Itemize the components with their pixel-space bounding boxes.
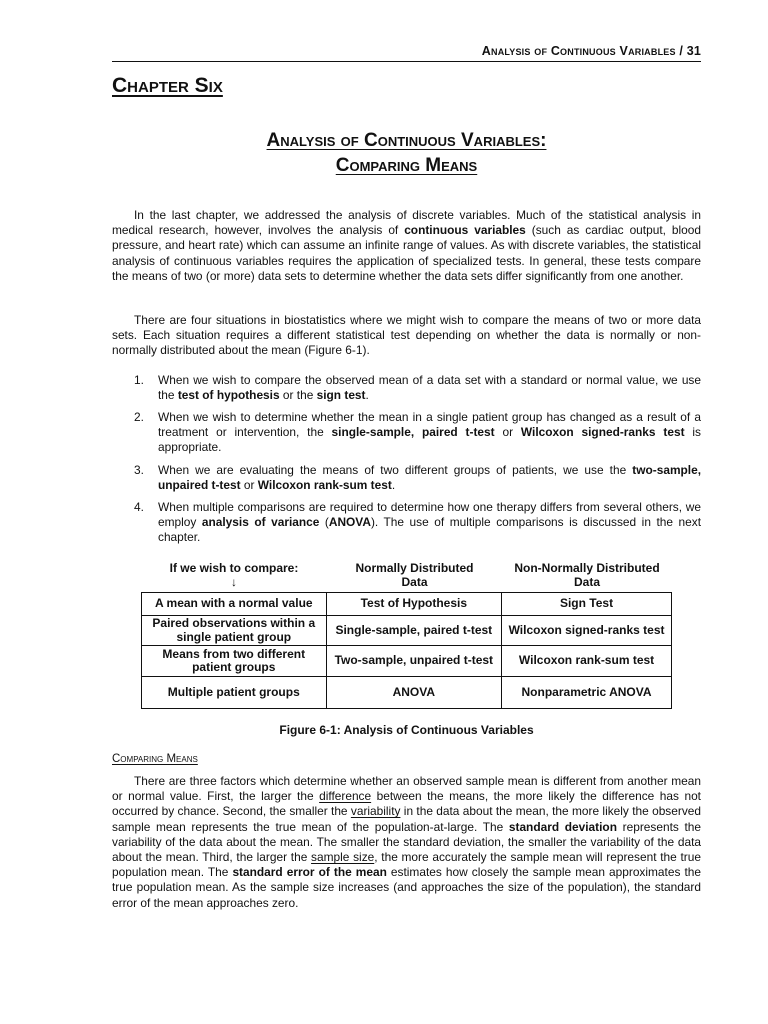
table-cell: Sign Test bbox=[502, 593, 672, 616]
table-cell: Means from two different patient groups bbox=[142, 646, 327, 677]
header-text: Normally Distributed bbox=[355, 561, 474, 575]
header-rule bbox=[112, 61, 701, 62]
table-cell: ANOVA bbox=[326, 677, 502, 709]
chapter-title-line-2: Comparing Means bbox=[335, 155, 478, 176]
term-anova: ANOVA bbox=[328, 515, 371, 530]
figure-caption: Figure 6-1: Analysis of Continuous Variables bbox=[279, 723, 534, 737]
table-cell: Two-sample, unpaired t-test bbox=[326, 646, 502, 677]
list-text bbox=[158, 500, 701, 546]
list-number: 4. bbox=[134, 500, 144, 514]
chapter-title bbox=[112, 128, 701, 178]
term-unpaired-t-test: two-sample, unpaired t-test bbox=[158, 463, 701, 493]
table-cell: Single-sample, paired t-test bbox=[326, 616, 502, 646]
term-analysis-of-variance: analysis of variance bbox=[201, 515, 320, 530]
term-standard-deviation: standard deviation bbox=[508, 819, 617, 834]
text-run: represents the variability of the data about the mean. The smaller the standard deviation, the smaller the variability of the data about the mean. Third, the larger the bbox=[112, 819, 702, 865]
list-text bbox=[158, 463, 701, 493]
down-arrow-icon: ↓ bbox=[231, 575, 237, 589]
chapter-label: Chapter Six bbox=[112, 74, 223, 97]
header-text: Data bbox=[401, 575, 428, 589]
table-cell: Wilcoxon rank-sum test bbox=[502, 646, 672, 677]
table-row bbox=[142, 646, 672, 677]
list-item-2 bbox=[134, 410, 701, 456]
text-run: When we wish to determine whether the mean in a single patient group has changed as a result of a treatment or intervention, the bbox=[158, 410, 701, 440]
figure-column-header-compare bbox=[141, 561, 327, 589]
list-text bbox=[158, 373, 701, 403]
text-run: ( bbox=[319, 515, 329, 530]
term-sign-test: sign test bbox=[316, 388, 366, 403]
term-paired-t-test: single-sample, paired t-test bbox=[331, 425, 495, 440]
text-run: or the bbox=[279, 388, 317, 403]
text-run: When multiple comparisons are required to determine how one therapy differs from several others, we employ bbox=[158, 500, 701, 530]
table-cell: Paired observations within a single patient group bbox=[142, 616, 327, 646]
header-text: Non-Normally Distributed bbox=[514, 561, 660, 575]
text-run: (such as cardiac output, blood pressure, and heart rate) which can assume an infinite range of values. As with discrete variables, the statistical analysis of continuous variables requires the application of specialized tests. In general, these tests compare the means of two (or more) data sets to determine whether the data sets differ significantly from one another. bbox=[112, 223, 701, 283]
table-row bbox=[142, 593, 672, 616]
text-run: between the means, the more likely the difference has not occurred by chance. Second, the smaller the bbox=[112, 789, 701, 819]
intro-paragraph bbox=[112, 208, 701, 284]
term-continuous-variables: continuous variables bbox=[404, 223, 526, 238]
text-run: , the more accurately the sample mean will represent the true population mean. The bbox=[112, 850, 701, 880]
section-heading: Comparing Means bbox=[112, 753, 198, 765]
term-variability: variability bbox=[350, 804, 401, 819]
text-run: or bbox=[240, 478, 258, 493]
comparing-means-paragraph bbox=[112, 774, 701, 911]
table-cell: Nonparametric ANOVA bbox=[502, 677, 672, 709]
text-run: . bbox=[365, 388, 369, 403]
text-run: estimates how closely the sample mean approximates the true population mean. As the sample size increases (and approaches the size of the population), the standard error of the mean approaches zero. bbox=[112, 865, 702, 910]
term-sample-size: sample size bbox=[311, 850, 375, 865]
text-run: In the last chapter, we addressed the analysis of discrete variables. Much of the statistical analysis in medical research, however, involves the analysis of bbox=[112, 208, 701, 238]
list-number: 2. bbox=[134, 410, 144, 424]
term-wilcoxon-rank-sum: Wilcoxon rank-sum test bbox=[257, 478, 392, 493]
list-number: 1. bbox=[134, 373, 144, 387]
text-run: When we are evaluating the means of two different groups of patients, we use the bbox=[158, 463, 633, 477]
term-test-of-hypothesis: test of hypothesis bbox=[177, 388, 280, 403]
table-cell: A mean with a normal value bbox=[142, 593, 327, 616]
term-difference: difference bbox=[319, 789, 372, 804]
term-wilcoxon-signed-ranks: Wilcoxon signed-ranks test bbox=[520, 425, 685, 440]
list-item-3 bbox=[134, 463, 701, 493]
table-cell: Wilcoxon signed-ranks test bbox=[502, 616, 672, 646]
table-cell: Test of Hypothesis bbox=[326, 593, 502, 616]
text-run: ). The use of multiple comparisons is discussed in the next chapter. bbox=[158, 515, 702, 545]
list-item-1 bbox=[134, 373, 701, 403]
figure-column-header-nonnormal bbox=[502, 561, 672, 589]
chapter-title-line-1: Analysis of Continuous Variables: bbox=[266, 130, 547, 151]
running-head: Analysis of Continuous Variables / 31 bbox=[481, 44, 701, 58]
list-number: 3. bbox=[134, 463, 144, 477]
text-run: When we wish to compare the observed mean of a data set with a standard or normal value, we use the bbox=[158, 373, 701, 403]
header-text: If we wish to compare: bbox=[169, 561, 299, 575]
situations-paragraph: There are four situations in biostatistics where we might wish to compare the means of two or more data sets. Each situation requires a different statistical test depending on whether the data is normally or non-normally distributed about the mean (Figure 6-1). bbox=[112, 313, 701, 358]
text-run: in the data about the mean, the more likely the observed sample mean represents the true mean of the population-at-large. The bbox=[112, 804, 701, 834]
text-run: is appropriate. bbox=[158, 425, 701, 455]
text-run: . bbox=[391, 478, 396, 493]
term-standard-error: standard error of the mean bbox=[232, 865, 387, 880]
text-run: There are three factors which determine whether an observed sample mean is different from another mean or normal value. First, the larger the bbox=[112, 774, 701, 804]
list-item-4 bbox=[134, 500, 701, 546]
figure-table bbox=[141, 592, 672, 709]
text-run: or bbox=[494, 425, 521, 440]
header-text: Data bbox=[573, 575, 600, 589]
list-text bbox=[158, 410, 701, 456]
table-row bbox=[142, 677, 672, 709]
figure-column-header-normal bbox=[326, 561, 503, 589]
table-cell: Multiple patient groups bbox=[142, 677, 327, 709]
table-row bbox=[142, 616, 672, 646]
